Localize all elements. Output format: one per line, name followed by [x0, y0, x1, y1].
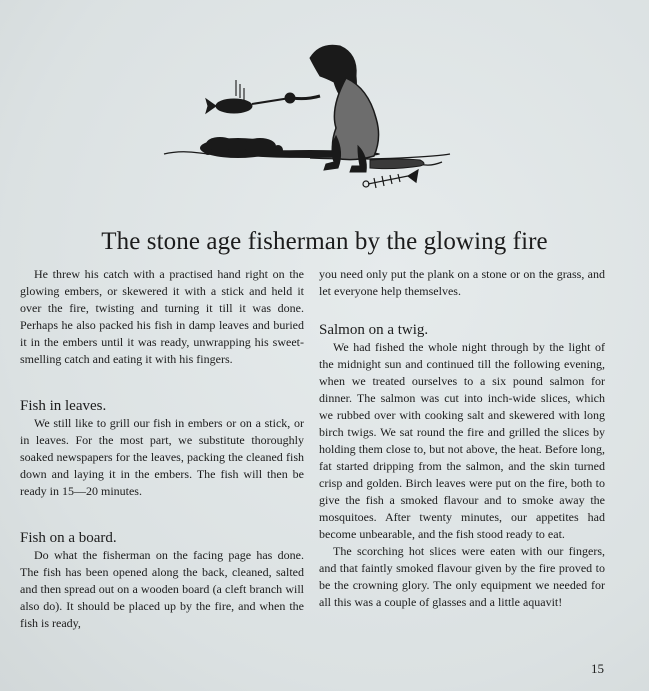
salmon-paragraph-1: We had fished the whole night through by the light of the midnight sun and continued till the following evening, when we treated ourselves to a six pound salmon for dinner. The salmon was cut into inch-wide slices, which we rubbed over with cooking salt and skewered with long birch twigs. We sat round the fire and grilled the slices by holding them close to, but not above, the heat. Before long, fat started dripping from the salmon, and the skin turned crisp and golden. Birch leaves were put on the fire, both to give the fish a smoked flavour and to smoke away the mosquitoes. After twenty minutes, our appetites had become unbearable, and the fish stood ready to eat. [319, 340, 605, 541]
smoke-drawing [236, 80, 244, 100]
fish-skeleton-drawing [363, 170, 418, 188]
page-number: 15 [591, 661, 604, 676]
continuation-paragraph: you need only put the plank on a stone or on the grass, and let everyone help themselves. [319, 267, 605, 298]
section-heading-fish-in-leaves: Fish in leaves. [20, 398, 107, 414]
fish-on-a-board-paragraph: Do what the fisherman on the facing page has done. The fish has been opened along the back, cleaned, salted and then spread out on a wooden board (a cleft branch will also do). It should be placed up by the fire, and when the fish is ready, [20, 548, 304, 630]
page-title: The stone age fisherman by the glowing fire [101, 228, 548, 255]
section-heading-salmon-on-a-twig: Salmon on a twig. [319, 322, 429, 338]
salmon-paragraph-2: The scorching hot slices were eaten with our fingers, and that faintly smoked flavour given by the fire proved to be the crowning glory. The only equipment we needed for all this was a couple of glasses and a little aquavit! [319, 544, 605, 609]
intro-paragraph: He threw his catch with a practised hand right on the glowing embers, or skewered it with a stick and held it over the fire, twisting and turning it till it was done. Perhaps he also packed his fish in damp leaves and buried it in the embers until it was ready, unwrapping his sweet-smelling catch and eating it with his fingers. [20, 267, 304, 366]
left-column [20, 266, 304, 632]
fish-on-stick-drawing [206, 93, 295, 113]
section-heading-fish-on-a-board: Fish on a board. [20, 530, 117, 546]
fish-in-leaves-paragraph: We still like to grill our fish in embers or on a stick, or in leaves. For the most part, we substitute thoroughly soaked newspapers for the leaves, packing the cleaned fish down and laying it in the embers. The fish will then be ready in 15—20 minutes. [20, 416, 304, 498]
right-column [319, 266, 605, 611]
caveman-fishing-illustration [160, 36, 460, 206]
